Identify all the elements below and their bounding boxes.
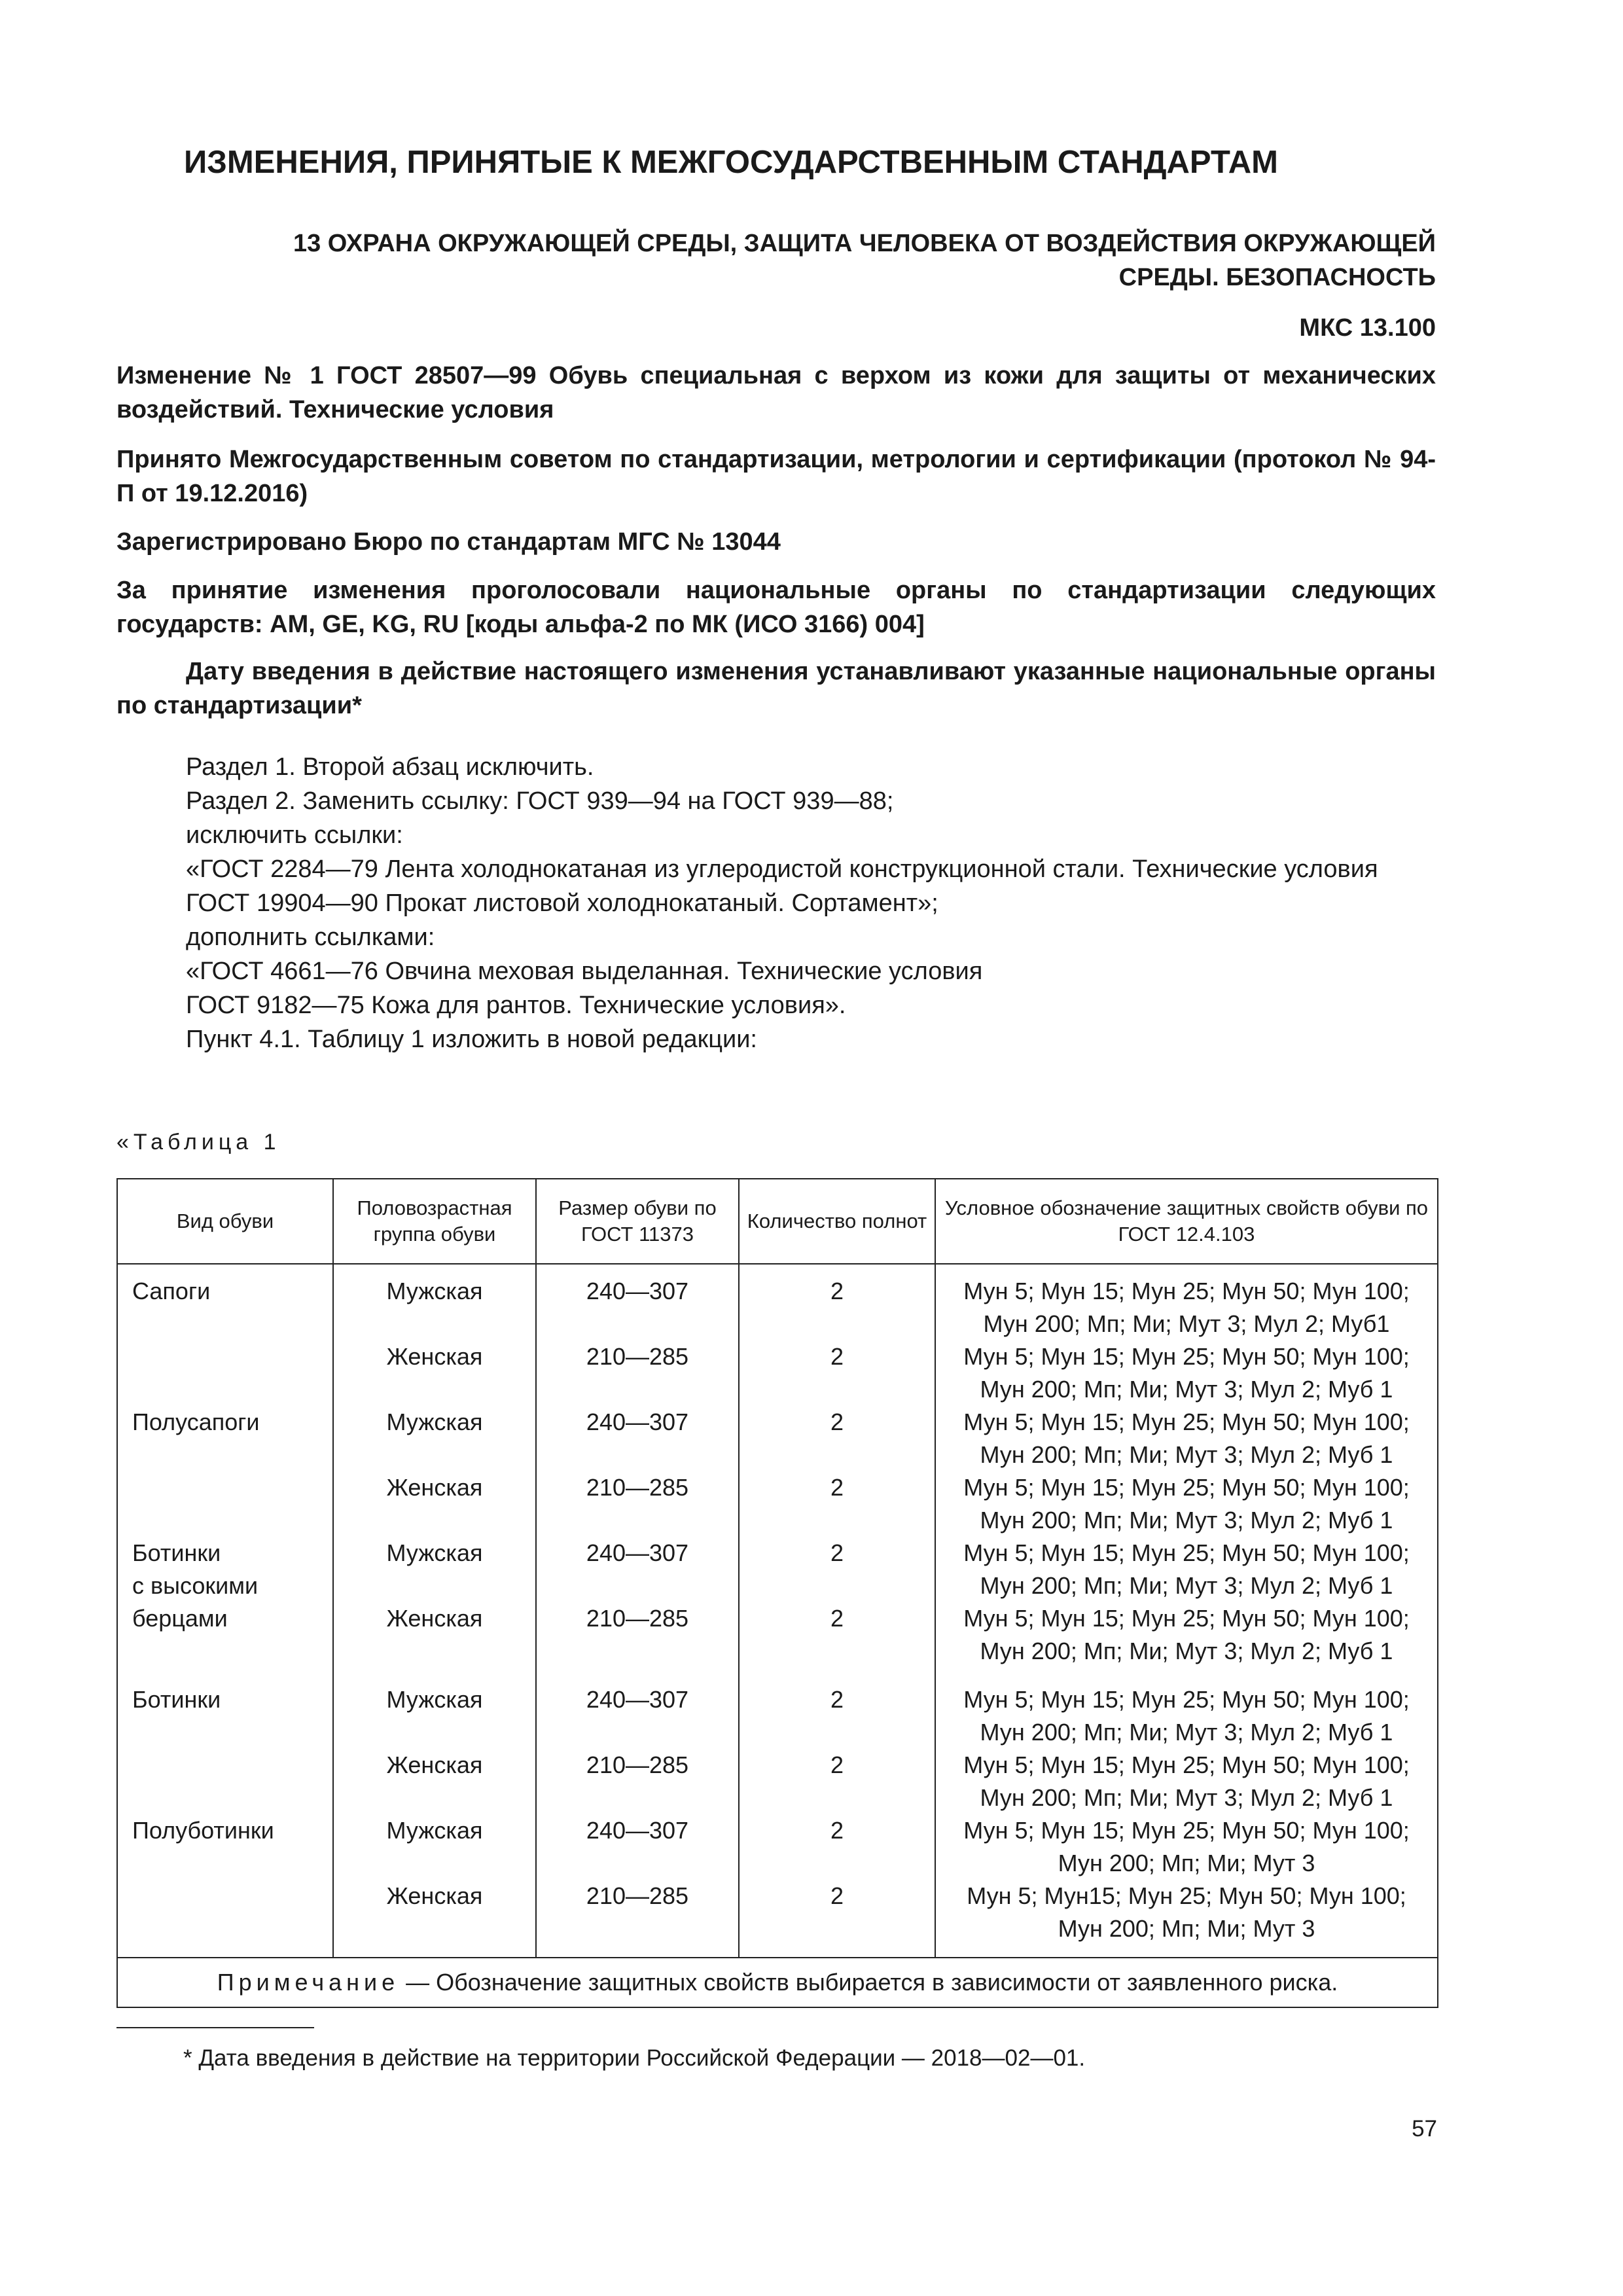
body-line: исключить ссылки: bbox=[186, 821, 403, 849]
adopted-statement: Принято Межгосударственным советом по стандартизации, метрологии и сертификации (протокол № 94-П от 19.12.2016) bbox=[116, 446, 1436, 507]
cell-count: 2 bbox=[739, 1406, 935, 1471]
cell-count: 2 bbox=[739, 1880, 935, 1958]
table-row bbox=[117, 1668, 1438, 1749]
cell-count: 2 bbox=[739, 1340, 935, 1406]
cell-size: 240—307 bbox=[536, 1406, 739, 1471]
column-header: Условное обозначение защитных свойств обуви по ГОСТ 12.4.103 bbox=[935, 1179, 1438, 1264]
registration-statement: Зарегистрировано Бюро по стандартам МГС № 13044 bbox=[116, 528, 781, 556]
body-line: «ГОСТ 4661—76 Овчина меховая выделанная. Технические условия bbox=[186, 958, 983, 985]
cell-protection: Мун 5; Мун 15; Мун 25; Мун 50; Мун 100; Мун 200; Мп; Ми; Мут 3; Мул 2; Муб1 bbox=[935, 1264, 1438, 1340]
table-row bbox=[117, 1471, 1438, 1537]
cell-group: Женская bbox=[333, 1749, 536, 1814]
cell-size: 240—307 bbox=[536, 1814, 739, 1880]
cell-type bbox=[117, 1340, 333, 1406]
cell-size: 210—285 bbox=[536, 1471, 739, 1537]
cell-size: 240—307 bbox=[536, 1668, 739, 1749]
cell-count: 2 bbox=[739, 1602, 935, 1668]
cell-count: 2 bbox=[739, 1537, 935, 1602]
cell-type: Ботинки bbox=[117, 1668, 333, 1749]
cell-type: Полуботинки bbox=[117, 1814, 333, 1880]
amendment-body bbox=[116, 750, 1436, 1056]
body-line: Раздел 1. Второй абзац исключить. bbox=[186, 753, 594, 781]
table-row bbox=[117, 1264, 1438, 1340]
column-header: Размер обуви по ГОСТ 11373 bbox=[536, 1179, 739, 1264]
note-label: Примечание bbox=[217, 1969, 400, 1996]
section-heading-line: 13 ОХРАНА ОКРУЖАЮЩЕЙ СРЕДЫ, ЗАЩИТА ЧЕЛОВЕКА ОТ ВОЗДЕЙСТВИЯ ОКРУЖАЮЩЕЙ bbox=[293, 230, 1436, 257]
table-row bbox=[117, 1340, 1438, 1406]
cell-protection: Мун 5; Мун 15; Мун 25; Мун 50; Мун 100; Мун 200; Мп; Ми; Мут 3; Мул 2; Муб 1 bbox=[935, 1537, 1438, 1602]
cell-type: Сапоги bbox=[117, 1264, 333, 1340]
cell-type bbox=[117, 1471, 333, 1537]
cell-group: Мужская bbox=[333, 1814, 536, 1880]
footnote-divider bbox=[116, 2027, 314, 2028]
table-header-row bbox=[117, 1179, 1438, 1264]
column-header: Вид обуви bbox=[117, 1179, 333, 1264]
table-row bbox=[117, 1537, 1438, 1602]
table-row bbox=[117, 1880, 1438, 1958]
cell-protection: Мун 5; Мун 15; Мун 25; Мун 50; Мун 100; Мун 200; Мп; Ми; Мут 3; Мул 2; Муб 1 bbox=[935, 1668, 1438, 1749]
cell-count: 2 bbox=[739, 1264, 935, 1340]
cell-group: Мужская bbox=[333, 1406, 536, 1471]
cell-protection: Мун 5; Мун 15; Мун 25; Мун 50; Мун 100; Мун 200; Мп; Ми; Мут 3; Мул 2; Муб 1 bbox=[935, 1749, 1438, 1814]
voting-statement: За принятие изменения проголосовали национальные органы по стандартизации следующих государств: AM, GE, KG, RU [коды альфа-2 по МК (ИСО 3166) 004] bbox=[116, 577, 1436, 638]
body-line: Пункт 4.1. Таблицу 1 изложить в новой редакции: bbox=[186, 1026, 757, 1053]
cell-group: Женская bbox=[333, 1340, 536, 1406]
column-header: Половозрастная группа обуви bbox=[333, 1179, 536, 1264]
cell-count: 2 bbox=[739, 1814, 935, 1880]
cell-protection: Мун 5; Мун15; Мун 25; Мун 50; Мун 100; Мун 200; Мп; Ми; Мут 3 bbox=[935, 1880, 1438, 1958]
cell-group: Женская bbox=[333, 1602, 536, 1668]
footwear-table bbox=[116, 1178, 1438, 2008]
cell-group: Мужская bbox=[333, 1537, 536, 1602]
cell-size: 210—285 bbox=[536, 1749, 739, 1814]
cell-group: Женская bbox=[333, 1880, 536, 1958]
cell-group: Женская bbox=[333, 1471, 536, 1537]
cell-count: 2 bbox=[739, 1749, 935, 1814]
cell-size: 210—285 bbox=[536, 1340, 739, 1406]
table-row bbox=[117, 1602, 1438, 1668]
table-row bbox=[117, 1406, 1438, 1471]
cell-type bbox=[117, 1880, 333, 1958]
body-line: Раздел 2. Заменить ссылку: ГОСТ 939—94 на ГОСТ 939—88; bbox=[186, 787, 894, 815]
cell-group: Мужская bbox=[333, 1668, 536, 1749]
cell-protection: Мун 5; Мун 15; Мун 25; Мун 50; Мун 100; Мун 200; Мп; Ми; Мут 3; Мул 2; Муб 1 bbox=[935, 1471, 1438, 1537]
body-line: ГОСТ 9182—75 Кожа для рантов. Технические условия». bbox=[186, 992, 846, 1019]
page-number: 57 bbox=[1412, 2116, 1437, 2142]
cell-protection: Мун 5; Мун 15; Мун 25; Мун 50; Мун 100; Мун 200; Мп; Ми; Мут 3; Мул 2; Муб 1 bbox=[935, 1406, 1438, 1471]
table-row bbox=[117, 1749, 1438, 1814]
section-heading-line: СРЕДЫ. БЕЗОПАСНОСТЬ bbox=[1118, 264, 1436, 291]
cell-protection: Мун 5; Мун 15; Мун 25; Мун 50; Мун 100; Мун 200; Мп; Ми; Мут 3; Мул 2; Муб 1 bbox=[935, 1340, 1438, 1406]
mks-code: МКС 13.100 bbox=[1299, 314, 1436, 342]
cell-type: Полусапоги bbox=[117, 1406, 333, 1471]
table-caption: «Таблица 1 bbox=[116, 1130, 281, 1155]
amendment-title: Изменение № 1 ГОСТ 28507—99 Обувь специальная с верхом из кожи для защиты от механических воздействий. Технические условия bbox=[116, 362, 1436, 423]
cell-count: 2 bbox=[739, 1471, 935, 1537]
cell-size: 210—285 bbox=[536, 1880, 739, 1958]
page-title: ИЗМЕНЕНИЯ, ПРИНЯТЫЕ К МЕЖГОСУДАРСТВЕННЫМ СТАНДАРТАМ bbox=[183, 145, 1278, 180]
cell-size: 240—307 bbox=[536, 1264, 739, 1340]
cell-size: 240—307 bbox=[536, 1537, 739, 1602]
cell-protection: Мун 5; Мун 15; Мун 25; Мун 50; Мун 100; Мун 200; Мп; Ми; Мут 3 bbox=[935, 1814, 1438, 1880]
body-line: ГОСТ 19904—90 Прокат листовой холоднокатаный. Сортамент»; bbox=[186, 889, 938, 917]
cell-group: Мужская bbox=[333, 1264, 536, 1340]
footnote: * Дата введения в действие на территории Российской Федерации — 2018—02—01. bbox=[183, 2045, 1086, 2071]
body-line: дополнить ссылками: bbox=[186, 924, 435, 951]
cell-size: 210—285 bbox=[536, 1602, 739, 1668]
cell-type: Ботинки с высокими bbox=[117, 1537, 333, 1602]
note-text: — Обозначение защитных свойств выбирается в зависимости от заявленного риска. bbox=[399, 1969, 1338, 1996]
table-row bbox=[117, 1814, 1438, 1880]
column-header: Количество полнот bbox=[739, 1179, 935, 1264]
cell-type: берцами bbox=[117, 1602, 333, 1668]
cell-type bbox=[117, 1749, 333, 1814]
effective-date-statement: Дату введения в действие настоящего изменения устанавливают указанные национальные органы по стандартизации* bbox=[116, 658, 1436, 719]
body-line: «ГОСТ 2284—79 Лента холоднокатаная из углеродистой конструкционной стали. Технические условия bbox=[186, 855, 1378, 883]
section-heading bbox=[166, 226, 1436, 295]
cell-count: 2 bbox=[739, 1668, 935, 1749]
cell-protection: Мун 5; Мун 15; Мун 25; Мун 50; Мун 100; Мун 200; Мп; Ми; Мут 3; Мул 2; Муб 1 bbox=[935, 1602, 1438, 1668]
table-note bbox=[117, 1958, 1438, 2007]
table-note-row bbox=[117, 1958, 1438, 2007]
